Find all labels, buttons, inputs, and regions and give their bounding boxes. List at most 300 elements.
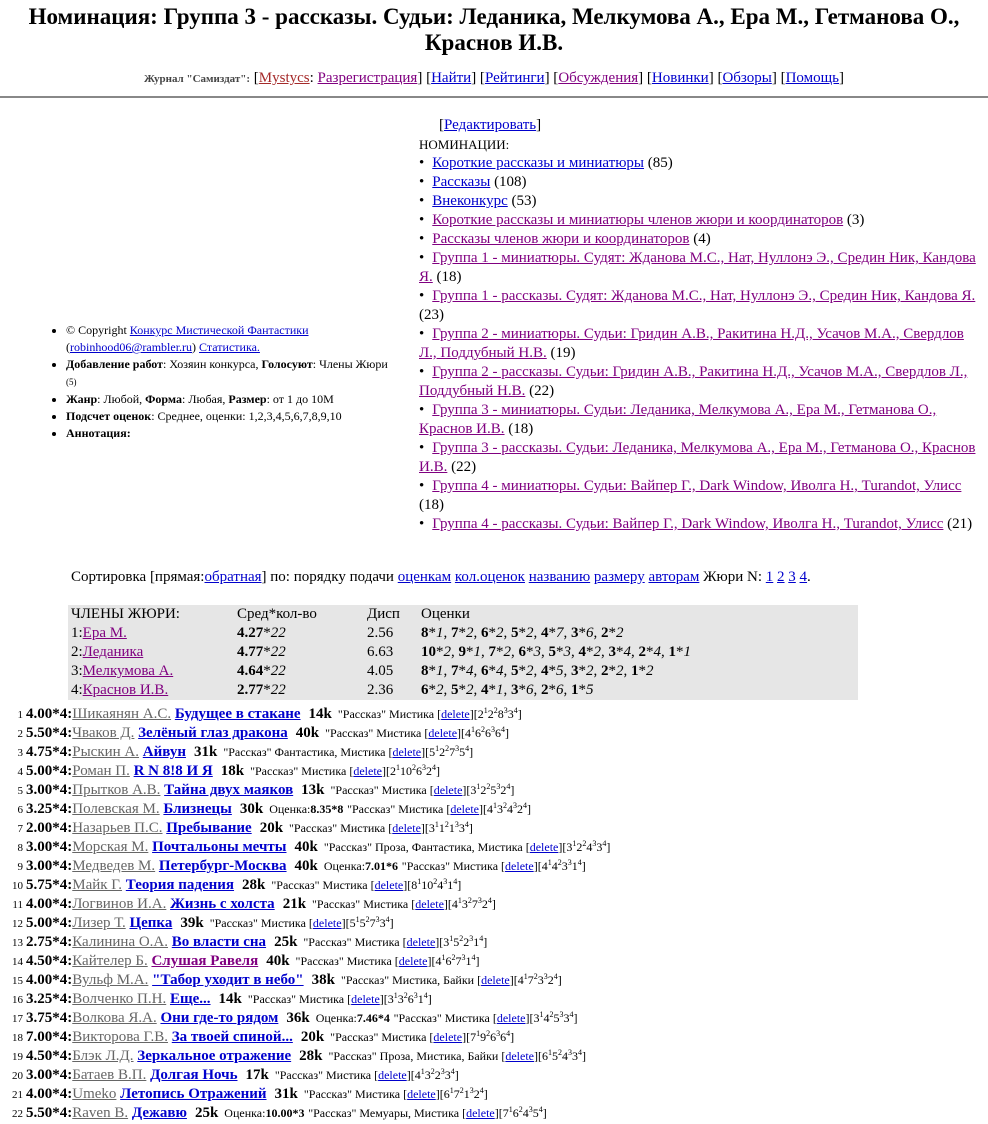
grade-judge: 3 (469, 1086, 474, 1095)
work-author-link[interactable]: Raven B. (72, 1105, 129, 1121)
jury-member-link[interactable]: Краснов И.В. (82, 682, 169, 698)
add-works-item: • Добавление работ: Хозяин конкурса, Голосуют: Члены Жюри (5) (66, 356, 420, 391)
work-score: 5.00*4: (26, 763, 73, 779)
jury-disp: 4.05 (367, 663, 394, 679)
grade-judge: 4 (523, 801, 527, 810)
delete-link[interactable]: delete (407, 1087, 436, 1101)
grade-count: 2 (646, 663, 654, 679)
nomination-link[interactable]: Группа 2 - миниатюры. Судьи: Гридин А.В., Ракитина Н.Д., Усачов М.А., Свердлов Л., Поддубный Н.В. (419, 326, 964, 361)
work-row (12, 1100, 610, 1119)
nomination-count: (18) (508, 421, 534, 437)
nominations-panel: [Редактировать] НОМИНАЦИИ: • Короткие рассказы и миниатюры (85) • Рассказы (108) • Внеконкурс (53) • Короткие рассказы и миниатюры членов жюри и координаторов (3) • Рассказы членов жюри и координаторов (4) • Группа 1 - миниатюры. Судят: Жданова М.С., Нат, Нуллонэ Э., Средин Ник, Кандова Я. (18) • Группа 1 - рассказы. Судят: Жданова М.С., Нат, Нуллонэ Э., Средин Ник, Кандова Я. (23) • Группа 2 - миниатюры. Судьи: Гридин А.В., Ракитина Н.Д., Усачов М.А., Свердлов Л., Поддубный Н.В. (19) • Группа 2 - рассказы. Судьи: Гридин А.В., Ракитина Н.Д., Усачов М.А., Свердлов Л., Поддубный Н.В. (22) • Группа 3 - миниатюры. Судьи: Леданика, Мелкумова А., Ера М., Гетманова О., Краснов И.В. (18) • Группа 3 - рассказы. Судьи: Леданика, Мелкумова А., Ера М., Гетманова О., Краснов И.В. (22) • Группа 4 - миниатюры. Судьи: Вайпер Г., Dark Window, Иволга Н., Turandot, Улисс (18) • Группа 4 - рассказы. Судьи: Вайпер Г., Dark Window, Иволга Н., Turandot, Улисс (21) (419, 116, 979, 534)
grade-judge: 4 (471, 953, 476, 962)
nav-user-link[interactable]: Mystycs (258, 70, 310, 86)
grade-judge: 2 (518, 1105, 523, 1114)
nav-discussions-link[interactable]: Обсуждения (558, 70, 639, 86)
work-author-link[interactable]: Батаев В.П. (72, 1067, 147, 1083)
stats-link[interactable]: Статистика. (199, 340, 260, 354)
journal-nav: Журнал "Самиздат": [Mystycs: Разрегистрация] [Найти] [Рейтинги] [Обсуждения] [Новинки] [Обзоры] [Помощь] (143, 70, 845, 86)
work-score: 5.50*4: (26, 1105, 73, 1121)
grade-judge: 2 (481, 725, 486, 734)
grade-count: 2 (616, 625, 624, 641)
grade-judge: 2 (557, 858, 562, 867)
work-delete: [delete] (402, 935, 440, 949)
work-size: 40k (294, 858, 318, 874)
work-score: 3.75*4: (26, 1010, 73, 1026)
nomination-count: (18) (436, 269, 462, 285)
work-grades: $[3^11^21^33^4]$ (424, 820, 473, 835)
work-number: 13 (12, 937, 23, 949)
work-grades: $[4^16^27^31^4]$ (431, 953, 480, 968)
work-delete: [delete] (403, 1087, 440, 1101)
jury-header-name: ЧЛЕНЫ ЖЮРИ: (71, 606, 180, 622)
work-genre: "Рассказ" Мистика (247, 992, 348, 1006)
work-rating-value: 10.00*3 (265, 1106, 305, 1120)
jury-count: 22 (270, 663, 286, 679)
work-delete: [delete] (388, 821, 425, 835)
delete-link[interactable]: delete (378, 1068, 407, 1082)
grade-judge: 1 (449, 934, 454, 943)
work-title-link[interactable]: Тайна двух маяков (164, 782, 294, 798)
grade-value: 2 (601, 663, 609, 679)
work-genre: "Рассказ" Мистика (401, 859, 502, 873)
jury-avg-cell: 4.64*22 (237, 663, 286, 679)
work-delete: [delete] (308, 916, 346, 930)
sort-by-author-link[interactable]: авторам (648, 569, 700, 585)
work-row (12, 1005, 610, 1024)
nomination-item (419, 249, 979, 287)
grade-judge: 2 (467, 896, 472, 905)
delete-link[interactable]: delete (398, 954, 428, 968)
work-row (12, 1062, 610, 1081)
work-score: 4.75*4: (26, 744, 73, 760)
work-title-link[interactable]: Во власти сна (171, 934, 267, 950)
nomination-count: (23) (419, 307, 444, 323)
work-title-link[interactable]: Близнецы (163, 801, 232, 817)
jury-grades: 6*2, 5*2, 4*1, 3*6, 2*6, 1*5 (421, 682, 594, 698)
jury-3-link[interactable]: 3 (788, 569, 796, 585)
grade-judge: 2 (451, 953, 456, 962)
nomination-link[interactable]: Группа 4 - миниатюры. Судьи: Вайпер Г., Dark Window, Иволга Н., Turandot, Улисс (432, 478, 962, 494)
grade-judge: 4 (385, 915, 390, 924)
work-grades: $[3^12^25^32^4]$ (466, 782, 515, 797)
nomination-count: (21) (947, 516, 973, 532)
work-number: 8 (17, 842, 23, 854)
work-number: 16 (12, 994, 23, 1006)
jury-name-cell: 2:Леданика (71, 644, 144, 660)
grade-value: 3 (571, 663, 579, 679)
grade-judge: 3 (461, 953, 466, 962)
divider (0, 96, 988, 98)
delete-link[interactable]: delete (406, 935, 436, 949)
work-delete: [delete] (492, 1011, 530, 1025)
work-author-link[interactable]: Логвинов И.А. (72, 896, 167, 912)
work-number: 21 (12, 1089, 23, 1101)
delete-link[interactable]: delete (441, 707, 470, 721)
work-number: 2 (17, 728, 23, 740)
nomination-item (419, 515, 979, 534)
work-author-link[interactable]: Морская М. (72, 839, 149, 855)
delete-link[interactable]: delete (505, 1049, 534, 1063)
work-size: 31k (274, 1086, 298, 1102)
work-number: 14 (12, 956, 23, 968)
nomination-count: (18) (419, 497, 444, 513)
grade-judge: 2 (459, 934, 464, 943)
work-author-link[interactable]: Волкова Я.А. (72, 1010, 157, 1026)
work-title-link[interactable]: Зелёный глаз дракона (138, 725, 288, 741)
jury-avg: 4.64 (237, 663, 264, 679)
work-author-link[interactable]: Вульф М.А. (72, 972, 149, 988)
nomination-link[interactable]: Группа 1 - миниатюры. Судят: Жданова М.С., Нат, Нуллонэ Э., Средин Ник, Кандова Я. (419, 250, 976, 285)
grade-judge: 2 (558, 1048, 562, 1057)
grade-judge: 3 (455, 744, 460, 753)
jury-member-link[interactable]: Ера М. (82, 625, 127, 641)
nomination-count: (22) (451, 459, 477, 475)
grade-value: 4 (541, 625, 549, 641)
work-grades: $[3^14^25^33^4]$ (529, 1010, 578, 1025)
nomination-count: (53) (511, 193, 537, 209)
work-delete: [delete] (394, 954, 432, 968)
nomination-link[interactable]: Группа 4 - рассказы. Судьи: Вайпер Г., Dark Window, Иволга Н., Turandot, Улисс (432, 516, 944, 532)
work-title-link[interactable]: Будущее в стакане (174, 706, 301, 722)
grade-judge: 3 (592, 839, 597, 848)
grade-value: 5 (451, 682, 459, 698)
grade-count: 2 (443, 644, 451, 660)
nomination-link[interactable]: Группа 3 - миниатюры. Судьи: Леданика, Мелкумова А., Ера М., Гетманова О., Краснов И.В. (419, 402, 937, 437)
work-title-link[interactable]: Они где-то рядом (160, 1010, 279, 1026)
work-score: 7.00*4: (26, 1029, 73, 1045)
nav-help-link[interactable]: Помощь (785, 70, 840, 86)
nomination-link[interactable]: Группа 1 - рассказы. Судят: Жданова М.С., Нат, Нуллонэ Э., Средин Ник, Кандова Я. (432, 288, 976, 304)
grade-judge: 1 (417, 877, 422, 886)
grade-count: 2 (496, 625, 504, 641)
work-author-link[interactable]: Лизер Т. (72, 915, 126, 931)
work-number: 17 (12, 1013, 23, 1025)
work-grades: $[4^17^23^32^4]$ (513, 972, 562, 987)
grade-judge: 4 (465, 744, 470, 753)
work-genre: "Рассказ" Мемуары, Мистика (308, 1106, 463, 1120)
nomination-item (419, 287, 979, 325)
grade-value: 5 (511, 663, 519, 679)
work-author-link[interactable]: Волченко П.Н. (72, 991, 167, 1007)
delete-link[interactable]: delete (392, 745, 422, 759)
work-title-link[interactable]: R N 8!8 И Я (133, 763, 213, 779)
work-row (12, 929, 610, 948)
delete-link[interactable]: delete (505, 859, 534, 873)
work-title-link[interactable]: Жизнь с холста (170, 896, 275, 912)
jury-count: 22 (270, 625, 286, 641)
work-delete: [delete] (429, 1030, 467, 1044)
grade-judge: 4 (479, 1086, 484, 1095)
work-number: 19 (12, 1051, 23, 1063)
grade-count: 2 (436, 682, 444, 698)
jury-count: 22 (270, 682, 286, 698)
work-title-link[interactable]: Долгая Ночь (150, 1067, 238, 1083)
grade-value: 2 (601, 625, 609, 641)
nav-new-link[interactable]: Новинки (651, 70, 709, 86)
work-title-link[interactable]: Летопись Отражений (120, 1086, 267, 1102)
work-genre: "Рассказ" Фантастика, Мистика (223, 745, 389, 759)
grade-judge: 4 (513, 706, 518, 715)
work-genre: "Рассказ" Мистика (325, 726, 425, 740)
grade-count: 1 (473, 644, 481, 660)
work-title-link[interactable]: Слушая Равеля (151, 953, 259, 969)
nomination-item (419, 363, 979, 401)
work-grades: $[8^110^24^31^4]$ (407, 877, 462, 892)
work-size: 39k (180, 915, 204, 931)
grade-judge: 4 (501, 725, 506, 734)
grade-count: 5 (556, 663, 564, 679)
grade-judge: 2 (365, 915, 370, 924)
jury-grades: 10*2, 9*1, 7*2, 6*3, 5*3, 4*2, 3*4, 2*4, 1*1 (421, 644, 691, 660)
work-title-link[interactable]: Еще... (169, 991, 211, 1007)
nomination-item (419, 154, 979, 173)
work-number: 10 (12, 880, 23, 892)
work-title-link[interactable]: "Табор уходит в небо" (152, 972, 304, 988)
work-row (12, 701, 610, 720)
nomination-item (419, 211, 979, 230)
grade-judge: 1 (547, 858, 552, 867)
jury-table (68, 605, 858, 700)
jury-header-grades: Оценки (421, 606, 470, 622)
work-number: 20 (12, 1070, 23, 1082)
sort-by-scores-link[interactable]: оценкам (397, 569, 452, 585)
work-grades: $[2^110^26^32^4]$ (386, 763, 440, 778)
grade-judge: 4 (464, 820, 469, 829)
grade-value: 9 (458, 644, 466, 660)
work-row (12, 739, 610, 758)
work-title-link[interactable]: Айвун (142, 744, 186, 760)
sort-reverse-link[interactable]: обратная (204, 569, 262, 585)
work-size: 20k (259, 820, 284, 836)
work-score: 4.00*4: (26, 972, 73, 988)
grade-judge: 4 (577, 858, 582, 867)
work-delete: [delete] (411, 897, 448, 911)
work-author-link[interactable]: Назарьев П.С. (72, 820, 163, 836)
work-number: 4 (17, 766, 23, 778)
grade-judge: 4 (487, 896, 492, 905)
work-author-link[interactable]: Майк Г. (72, 877, 123, 893)
work-author-link[interactable]: Прытков А.В. (72, 782, 161, 798)
work-delete: [delete] (370, 878, 408, 892)
grade-judge: 4 (432, 763, 436, 772)
edit-link[interactable]: Редактировать (444, 117, 537, 133)
work-row (12, 910, 610, 929)
work-genre: "Рассказ" Мистика (250, 764, 350, 778)
nav-ratings-link[interactable]: Рейтинги (484, 70, 545, 86)
grade-judge: 2 (549, 1010, 554, 1019)
jury-member-link[interactable]: Леданика (82, 644, 144, 660)
grade-value: 8 (421, 663, 429, 679)
work-score: 3.00*4: (26, 1067, 73, 1083)
work-grades: $[4^16^26^36^4]$ (461, 725, 510, 740)
nomination-count: (85) (647, 155, 673, 171)
jury-2-link[interactable]: 2 (777, 569, 785, 585)
work-genre: "Рассказ" Мистика (330, 1030, 430, 1044)
jury-row (68, 681, 858, 700)
jury-avg-cell: 2.77*22 (237, 682, 286, 698)
delete-link[interactable]: delete (529, 840, 559, 854)
delete-link[interactable]: delete (433, 1030, 463, 1044)
work-title-link[interactable]: Зеркальное отражение (137, 1048, 292, 1064)
work-delete: [delete] (446, 802, 483, 816)
sort-by-count-link[interactable]: кол.оценок (454, 569, 525, 585)
delete-link[interactable]: delete (351, 992, 380, 1006)
work-row (12, 777, 610, 796)
work-grades: $[6^17^21^32^4]$ (439, 1086, 488, 1101)
work-delete: [delete] (462, 1106, 499, 1120)
delete-link[interactable]: delete (450, 802, 479, 816)
work-title-link[interactable]: Теория падения (125, 877, 235, 893)
work-title-link[interactable]: Почтальоны мечты (152, 839, 287, 855)
delete-link[interactable]: delete (312, 916, 342, 930)
work-author-link[interactable]: Роман П. (72, 763, 130, 779)
grade-judge: 1 (449, 1086, 454, 1095)
work-rating: Оценка:7.46*4 (315, 1011, 390, 1025)
grade-value: 4 (481, 682, 489, 698)
work-author-link[interactable]: Викторова Г.В. (72, 1029, 169, 1045)
grade-judge: 1 (471, 725, 476, 734)
work-number: 12 (12, 918, 23, 930)
grade-judge: 2 (430, 1067, 435, 1076)
nomination-link[interactable]: Внеконкурс (432, 193, 508, 209)
work-delete: [delete] (501, 1049, 538, 1063)
delete-link[interactable]: delete (353, 764, 382, 778)
work-grades: $[4^13^27^32^4]$ (447, 896, 496, 911)
work-author-link[interactable]: Рыскин А. (72, 744, 140, 760)
nomination-link[interactable]: Группа 2 - рассказы. Судьи: Гридин А.В., Ракитина Н.Д., Усачов М.А., Свердлов Л., Поддубный Н.В. (419, 364, 968, 399)
work-row (12, 891, 610, 910)
nomination-item (419, 401, 979, 439)
work-genre: "Рассказ" Мистика, Байки (340, 973, 478, 987)
work-grades: $[2^12^28^33^4]$ (473, 706, 522, 721)
grade-count: 6 (556, 682, 564, 698)
grade-value: 1 (571, 682, 579, 698)
work-grades: $[4^13^24^32^4]$ (483, 801, 531, 816)
grade-judge: 4 (538, 1105, 543, 1114)
grade-value: 4 (541, 663, 549, 679)
work-row (12, 796, 610, 815)
work-author-link[interactable]: Umeko (72, 1086, 117, 1102)
grade-count: 7 (556, 625, 564, 641)
work-score: 5.00*4: (26, 915, 73, 931)
nav-search-link[interactable]: Найти (431, 70, 472, 86)
delete-link[interactable]: delete (374, 878, 404, 892)
jury-header-avg: Сред*кол-во (237, 606, 317, 622)
sort-by-title-link[interactable]: названию (528, 569, 591, 585)
work-author-link[interactable]: Шикаянян А.С. (72, 706, 172, 722)
work-genre: "Рассказ" Мистика (289, 821, 389, 835)
grade-judge: 3 (559, 1010, 564, 1019)
nomination-link[interactable]: Группа 3 - рассказы. Судьи: Леданика, Мелкумова А., Ера М., Гетманова О., Краснов И.В. (419, 440, 976, 475)
grade-judge: 2 (444, 820, 449, 829)
work-score: 3.00*4: (26, 782, 73, 798)
jury-member-link[interactable]: Мелкумова А. (82, 663, 174, 679)
nomination-link[interactable]: Короткие рассказы и миниатюры членов жюри и координаторов (432, 212, 844, 228)
work-author-link[interactable]: Полевская М. (72, 801, 160, 817)
sort-by-size-link[interactable]: размеру (593, 569, 645, 585)
grade-value: 5 (548, 644, 556, 660)
email-link[interactable]: robinhood06@rambler.ru (70, 340, 193, 354)
work-genre: "Рассказ" Мистика (303, 935, 403, 949)
journal-label: Журнал "Самиздат": (143, 73, 251, 85)
delete-link[interactable]: delete (481, 973, 510, 987)
work-score: 3.25*4: (26, 801, 73, 817)
grade-judge: 1 (420, 1067, 425, 1076)
grade-judge: 3 (491, 725, 496, 734)
grade-count: 1 (436, 625, 444, 641)
work-author-link[interactable]: Медведев М. (72, 858, 156, 874)
delete-link[interactable]: delete (415, 897, 444, 911)
nomination-link[interactable]: Рассказы (432, 174, 491, 190)
grade-count: 4 (496, 663, 504, 679)
work-delete: [delete] (525, 840, 563, 854)
work-author-link[interactable]: Блэк Л.Д. (72, 1048, 134, 1064)
work-author-link[interactable]: Чваков Д. (72, 725, 135, 741)
work-row (12, 834, 610, 853)
grade-count: 2 (616, 663, 624, 679)
work-rating: Оценка:7.01*6 (323, 859, 399, 873)
nomination-link[interactable]: Рассказы членов жюри и координаторов (432, 231, 690, 247)
delete-link[interactable]: delete (433, 783, 463, 797)
work-author-link[interactable]: Кайтелер Б. (72, 953, 148, 969)
grade-count: 4 (653, 644, 661, 660)
work-score: 4.50*4: (26, 953, 73, 969)
page-title: Номинация: Группа 3 - рассказы. Судьи: Леданика, Мелкумова А., Ера М., Гетманова О., Краснов И.В. (28, 4, 960, 55)
work-title-link[interactable]: Цепка (129, 915, 173, 931)
work-title-link[interactable]: Пребывание (166, 820, 252, 836)
work-size: 20k (300, 1029, 325, 1045)
grade-value: 1 (668, 644, 676, 660)
work-title-link[interactable]: За твоей спиной... (171, 1029, 293, 1045)
nomination-link[interactable]: Короткие рассказы и миниатюры (432, 155, 645, 171)
work-size: 28k (242, 877, 266, 893)
work-number: 1 (17, 709, 23, 721)
jury-4-link[interactable]: 4 (799, 569, 808, 585)
work-size: 25k (194, 1105, 219, 1121)
scoring-item: • Подсчет оценок: Среднее, оценки: 1,2,3,4,5,6,7,8,9,10 (66, 408, 420, 425)
grade-count: 1 (496, 682, 504, 698)
grade-judge: 1 (572, 839, 577, 848)
work-genre: "Рассказ" Мистика (274, 1068, 375, 1082)
work-row (12, 720, 610, 739)
grade-value: 7 (488, 644, 496, 660)
work-row (12, 1024, 610, 1043)
delete-link[interactable]: delete (392, 821, 421, 835)
jury-1-link[interactable]: 1 (765, 569, 774, 585)
grade-count: 5 (586, 682, 594, 698)
work-author-link[interactable]: Калинина О.А. (72, 934, 169, 950)
work-size: 17k (245, 1067, 269, 1083)
grade-count: 4 (623, 644, 631, 660)
grade-judge: 1 (476, 1029, 481, 1038)
contest-link[interactable]: Конкурс Мистической Фантастики (129, 323, 309, 337)
work-score: 5.75*4: (26, 877, 73, 893)
delete-link[interactable]: delete (428, 726, 458, 740)
work-score: 2.75*4: (26, 934, 73, 950)
grade-judge: 1 (393, 991, 398, 1000)
jury-row (68, 643, 858, 662)
work-title-link[interactable]: Дежавю (131, 1105, 187, 1121)
work-title-link[interactable]: Петербург-Москва (158, 858, 287, 874)
nav-unregister-link[interactable]: Разрегистрация (317, 70, 418, 86)
work-row (12, 815, 610, 834)
grade-judge: 4 (553, 972, 558, 981)
delete-link[interactable]: delete (496, 1011, 526, 1025)
delete-link[interactable]: delete (466, 1106, 495, 1120)
nav-reviews-link[interactable]: Обзоры (722, 70, 772, 86)
nominations-list (419, 154, 979, 534)
